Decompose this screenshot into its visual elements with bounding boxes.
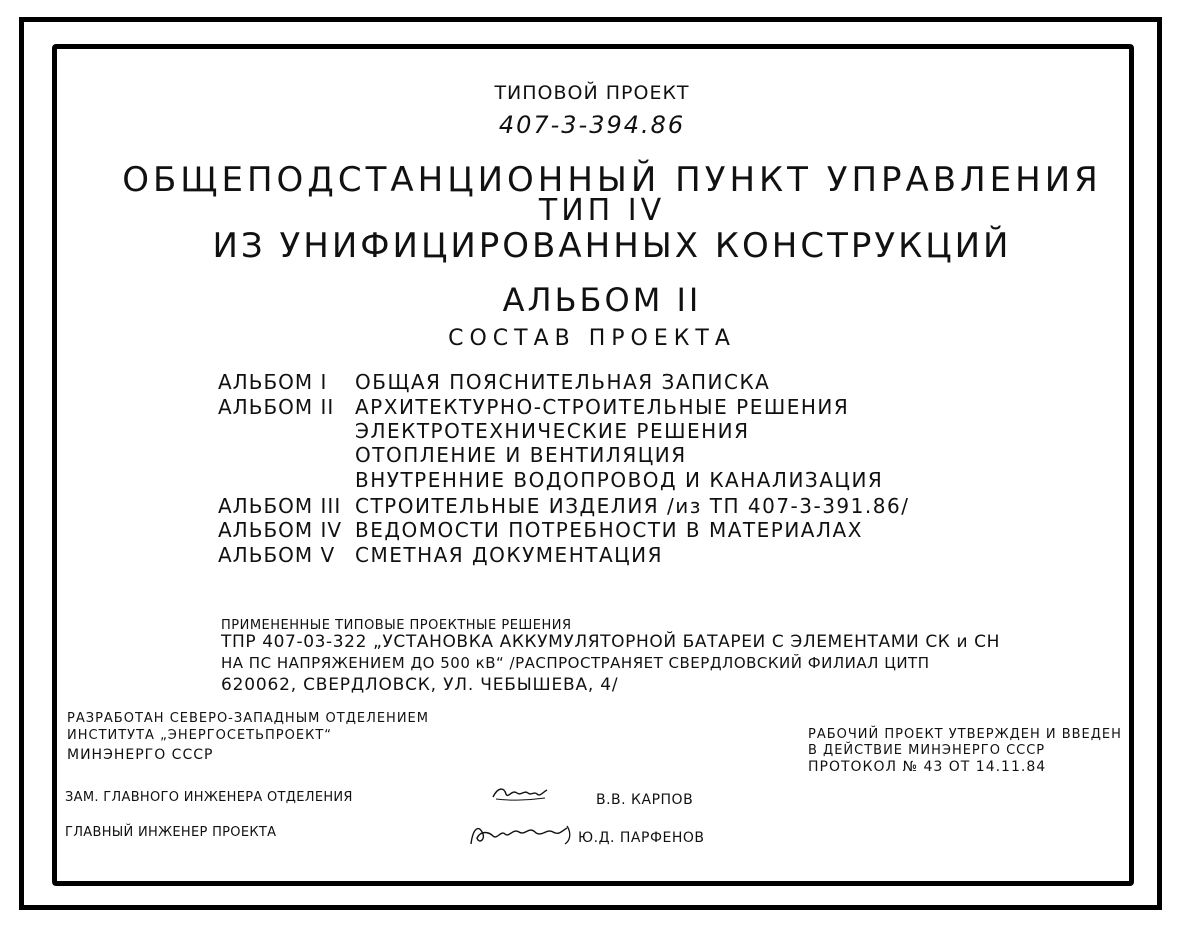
project-number: 407-3-394.86 (498, 111, 686, 139)
handwritten-signature (490, 783, 550, 805)
title-line-3: ИЗ УНИФИЦИРОВАННЫХ КОНСТРУКЦИЙ (212, 226, 1012, 266)
album-name: АЛЬБОМ IV (218, 518, 343, 542)
project-label: ТИПОВОЙ ПРОЕКТ (494, 82, 690, 104)
album-description: ВЕДОМОСТИ ПОТРЕБНОСТИ В МАТЕРИАЛАХ (355, 518, 863, 542)
album-description: ОБЩАЯ ПОЯСНИТЕЛЬНАЯ ЗАПИСКА (355, 370, 771, 394)
applied-solutions-heading: ПРИМЕНЕННЫЕ ТИПОВЫЕ ПРОЕКТНЫЕ РЕШЕНИЯ (221, 618, 572, 633)
album-name: АЛЬБОМ I (218, 370, 328, 394)
developer-line: РАЗРАБОТАН СЕВЕРО-ЗАПАДНЫМ ОТДЕЛЕНИЕМ (67, 711, 429, 726)
album-description: СМЕТНАЯ ДОКУМЕНТАЦИЯ (355, 543, 664, 567)
album-description: СТРОИТЕЛЬНЫЕ ИЗДЕЛИЯ /из ТП 407-3-391.86/ (355, 494, 910, 518)
composition-heading: СОСТАВ ПРОЕКТА (448, 326, 736, 351)
album-name: АЛЬБОМ III (218, 494, 342, 518)
signatory-role: ГЛАВНЫЙ ИНЖЕНЕР ПРОЕКТА (65, 825, 277, 840)
handwritten-signature (467, 818, 577, 850)
album-description: ОТОПЛЕНИЕ И ВЕНТИЛЯЦИЯ (355, 443, 687, 467)
album-name: АЛЬБОМ II (218, 395, 335, 419)
album-heading: АЛЬБОМ II (502, 281, 702, 319)
approval-line: РАБОЧИЙ ПРОЕКТ УТВЕРЖДЕН И ВВЕДЕН (808, 727, 1122, 742)
developer-line: МИНЭНЕРГО СССР (67, 747, 214, 763)
signatory-name: Ю.Д. ПАРФЕНОВ (578, 830, 705, 846)
title-type: ТИП IV (538, 193, 666, 228)
signatory-name: В.В. КАРПОВ (596, 792, 694, 808)
approval-line: ПРОТОКОЛ № 43 ОТ 14.11.84 (808, 759, 1047, 775)
signatory-role: ЗАМ. ГЛАВНОГО ИНЖЕНЕРА ОТДЕЛЕНИЯ (65, 790, 353, 805)
album-name: АЛЬБОМ V (218, 543, 336, 567)
album-description: ВНУТРЕННИЕ ВОДОПРОВОД И КАНАЛИЗАЦИЯ (355, 468, 884, 492)
approval-line: В ДЕЙСТВИЕ МИНЭНЕРГО СССР (808, 743, 1046, 758)
album-description: АРХИТЕКТУРНО-СТРОИТЕЛЬНЫЕ РЕШЕНИЯ (355, 395, 850, 419)
title-line-1: ОБЩЕПОДСТАНЦИОННЫЙ ПУНКТ УПРАВЛЕНИЯ (122, 160, 1102, 200)
album-description: ЭЛЕКТРОТЕХНИЧЕСКИЕ РЕШЕНИЯ (355, 419, 750, 443)
applied-solution-line: ТПР 407-03-322 „УСТАНОВКА АККУМУЛЯТОРНОЙ БАТАРЕИ С ЭЛЕМЕНТАМИ СК и СН (221, 632, 1000, 652)
applied-solution-line: НА ПС НАПРЯЖЕНИЕМ ДО 500 кВ“ /РАСПРОСТРАНЯЕТ СВЕРДЛОВСКИЙ ФИЛИАЛ ЦИТП (221, 654, 930, 672)
developer-line: ИНСТИТУТА „ЭНЕРГОСЕТЬПРОЕКТ“ (67, 728, 332, 743)
applied-solution-line: 620062, СВЕРДЛОВСК, УЛ. ЧЕБЫШЕВА, 4/ (221, 675, 619, 695)
